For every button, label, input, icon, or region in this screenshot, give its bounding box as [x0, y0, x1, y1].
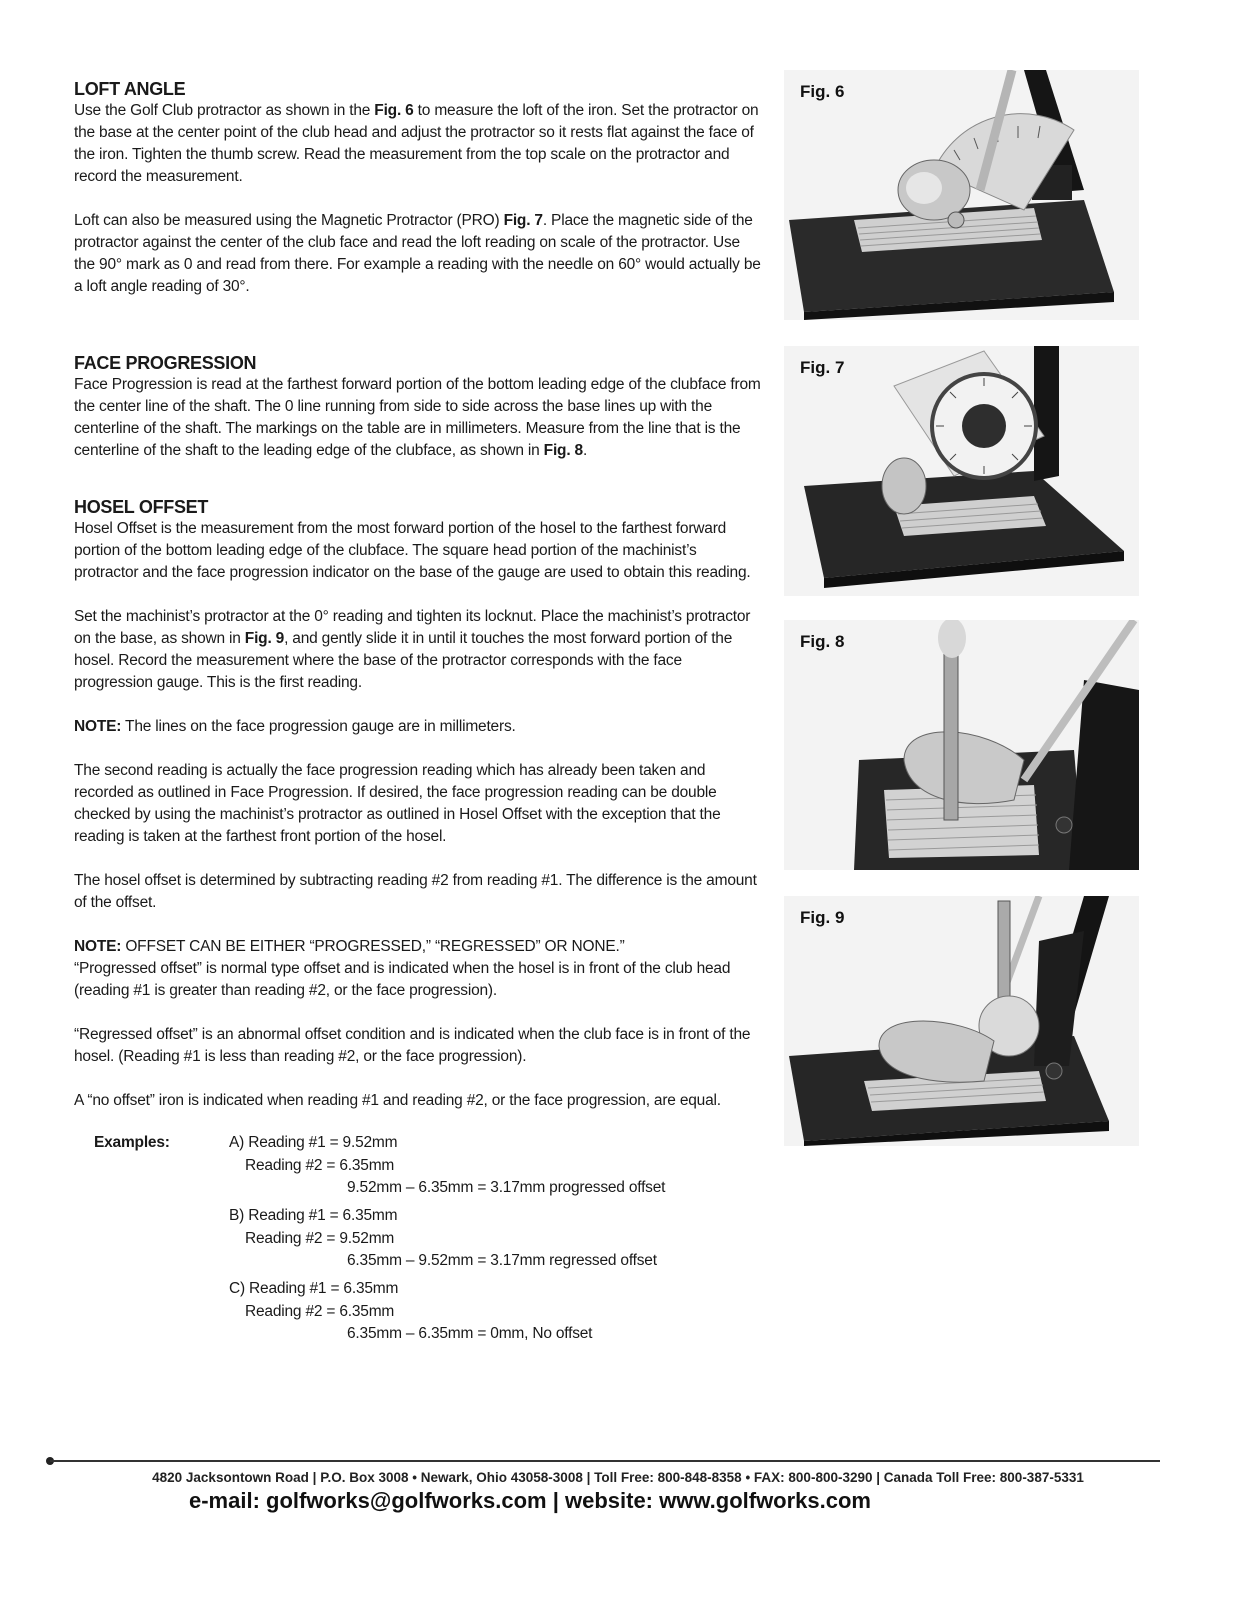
fig-8-ref: Fig. 8: [543, 442, 583, 459]
face-progression-heading: FACE PROGRESSION: [74, 353, 257, 373]
face-progression-measure-illustration: [784, 620, 1139, 870]
loft-paragraph-2: Loft can also be measured using the Magnetic Protractor (PRO) Fig. 7. Place the magnetic side of the protractor against the center of the club face and read the loft reading on scale of the protractor. Use the 90° mark as 0 and read from there. For example a reading with the needle on 60° would actually be a loft angle reading of 30°.: [74, 212, 761, 295]
regressed-offset-paragraph: “Regressed offset” is an abnormal offset condition and is indicated when the club face is in front of the hosel. (Reading #1 is less than reading #2, or the face progression).: [74, 1026, 751, 1065]
loft-gauge-protractor-illustration: [784, 70, 1139, 320]
examples-label: Examples:: [94, 1134, 170, 1151]
instructions-column: [74, 78, 764, 1352]
footer-divider: [50, 1460, 1160, 1462]
hosel-paragraph-4: The hosel offset is determined by subtracting reading #2 from reading #1. The difference is the amount of the offset.: [74, 872, 757, 911]
example-b: B) Reading #1 = 6.35mm Reading #2 = 9.52mm 6.35mm – 9.52mm = 3.17mm regressed offset: [229, 1207, 657, 1269]
examples-block: [74, 1132, 764, 1352]
face-paragraph-1: Face Progression is read at the farthest forward portion of the bottom leading edge of the clubface from the center line of the shaft. The 0 line running from side to side across the base lines up with the centerline of the shaft. The markings on the table are in millimeters. Measure from the line that is the centerline of the shaft to the leading edge of the clubface, as shown in Fig. 8.: [74, 376, 761, 459]
footer-contact: e-mail: golfworks@golfworks.com | website: www.golfworks.com: [188, 1488, 871, 1513]
fig-6-ref: Fig. 6: [374, 102, 414, 119]
note-offset-types: NOTE: OFFSET CAN BE EITHER “PROGRESSED,” “REGRESSED” OR NONE.”: [74, 938, 625, 955]
progressed-offset-paragraph: “Progressed offset” is normal type offset and is indicated when the hosel is in front of the club head (reading #1 is greater than reading #2, or the face progression).: [74, 960, 731, 999]
fig-9-ref: Fig. 9: [244, 630, 285, 647]
fig-7-label: Fig. 7: [800, 358, 845, 377]
fig-9-label: Fig. 9: [800, 908, 845, 927]
fig-8-label: Fig. 8: [800, 632, 845, 651]
footer-address: 4820 Jacksontown Road | P.O. Box 3008 • Newark, Ohio 43058-3008 | Toll Free: 800-848-8358 • FAX: 800-800-3290 | Canada Toll Free: 800-387-5331: [152, 1470, 1084, 1485]
hosel-paragraph-2: Set the machinist’s protractor at the 0° reading and tighten its locknut. Place the machinist’s protractor on the base, as shown in Fig. 9, and gently slide it in until it touches the most forward portion of the hosel. Record the measurement where the base of the protractor corresponds with the face progression gauge. This is the first reading.: [74, 608, 751, 691]
fig-7-photo: [784, 346, 1139, 596]
note-millimeters: NOTE: The lines on the face progression gauge are in millimeters.: [74, 718, 516, 735]
hosel-offset-heading: HOSEL OFFSET: [74, 497, 209, 517]
hosel-paragraph-1: Hosel Offset is the measurement from the most forward portion of the hosel to the farthest forward portion of the bottom leading edge of the clubface. The square head portion of the machinist’s protractor and the face progression indicator on the base of the gauge are used to obtain this reading.: [74, 520, 751, 581]
fig-6-photo: [784, 70, 1139, 320]
hosel-offset-measure-illustration: [784, 896, 1139, 1146]
magnetic-protractor-illustration: [784, 346, 1139, 596]
hosel-paragraph-3: The second reading is actually the face progression reading which has already been taken and recorded as outlined in Face Progression. If desired, the face progression reading can be double checked by using the machinist’s protractor as outlined in Hosel Offset with the exception that the reading is taken at the farthest front portion of the hosel.: [74, 762, 721, 845]
fig-9-photo: [784, 896, 1139, 1146]
fig-7-ref: Fig. 7: [503, 212, 543, 229]
fig-8-photo: [784, 620, 1139, 870]
example-a: A) Reading #1 = 9.52mm Reading #2 = 6.35mm 9.52mm – 6.35mm = 3.17mm progressed offset: [229, 1134, 666, 1196]
loft-angle-heading: LOFT ANGLE: [74, 79, 186, 99]
example-c: C) Reading #1 = 6.35mm Reading #2 = 6.35mm 6.35mm – 6.35mm = 0mm, No offset: [229, 1280, 593, 1342]
loft-paragraph-1: Use the Golf Club protractor as shown in the Fig. 6 to measure the loft of the iron. Set the protractor on the base at the center point of the club head and adjust the protractor so it rests flat against the face of the iron. Tighten the thumb screw. Read the measurement from the top scale on the protractor and record the measurement.: [74, 102, 759, 185]
fig-6-label: Fig. 6: [800, 82, 845, 101]
no-offset-paragraph: A “no offset” iron is indicated when reading #1 and reading #2, or the face progression, are equal.: [74, 1092, 721, 1109]
